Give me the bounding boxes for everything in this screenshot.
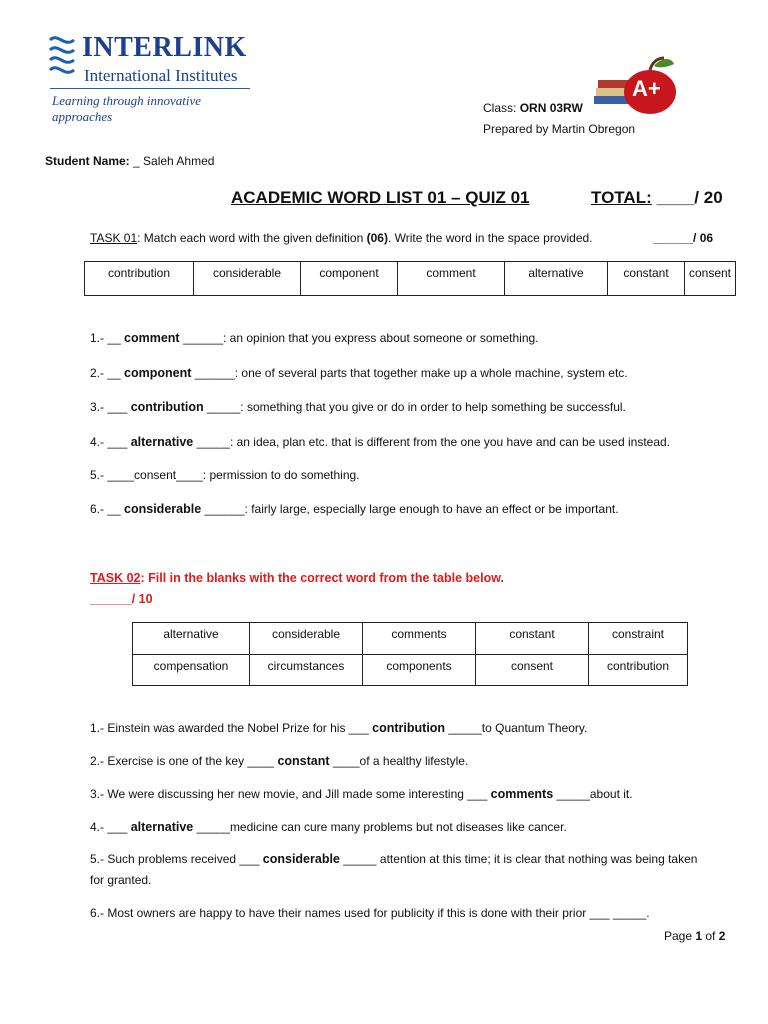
item-sentence: _____about it. xyxy=(553,787,633,801)
word-cell: compensation xyxy=(133,654,250,686)
word-cell: circumstances xyxy=(250,654,363,686)
word-cell: comments xyxy=(363,623,476,655)
task2-item-6 xyxy=(90,906,650,920)
table-row xyxy=(133,654,688,686)
item-definition: ____: permission to do something. xyxy=(176,468,360,482)
word-cell: alternative xyxy=(133,623,250,655)
task2-item-5-cont xyxy=(90,873,151,887)
answer-text: considerable xyxy=(124,502,202,516)
logo-divider xyxy=(50,88,250,89)
logo xyxy=(44,32,264,124)
word-cell: alternative xyxy=(505,262,608,296)
task1-instruction xyxy=(90,231,593,245)
student-value: _ Saleh Ahmed xyxy=(129,154,215,168)
task2-label: TASK 02 xyxy=(90,571,141,585)
logo-subtitle: International Institutes xyxy=(84,66,238,85)
word-cell: consent xyxy=(685,262,736,296)
tagline: Learning through innovative approaches xyxy=(52,93,202,124)
item-definition: _____: something that you give or do in order to help something be successful. xyxy=(203,400,626,414)
task2-item-2 xyxy=(90,754,468,768)
student-label: Student Name: xyxy=(45,154,130,168)
page-of: of xyxy=(702,929,719,943)
page-label: Page xyxy=(664,929,696,943)
task2-item-3 xyxy=(90,787,633,801)
answer-text: constant xyxy=(277,754,330,768)
item-sentence: ____of a healthy lifestyle. xyxy=(329,754,469,768)
task1-item-1 xyxy=(90,331,539,345)
task1-word-table xyxy=(84,261,736,296)
task1-item-6 xyxy=(90,502,619,516)
item-prefix: 1.- __ xyxy=(90,331,125,345)
word-cell: constraint xyxy=(589,623,688,655)
task2-item-5 xyxy=(90,852,697,866)
table-row xyxy=(85,262,736,296)
item-sentence: _____to Quantum Theory. xyxy=(445,721,588,735)
item-definition: ______: fairly large, especially large enough to have an effect or be important. xyxy=(201,502,619,516)
student-name xyxy=(45,154,214,168)
item-prefix: 6.- __ xyxy=(90,502,125,516)
item-prefix: 3.- ___ xyxy=(90,400,131,414)
apple-grade-image xyxy=(592,50,688,118)
word-cell: comment xyxy=(398,262,505,296)
quiz-title: ACADEMIC WORD LIST 01 – QUIZ 01 xyxy=(231,188,530,207)
item-definition: _____: an idea, plan etc. that is different from the one you have and can be used instead. xyxy=(193,435,671,449)
total-score xyxy=(591,188,723,208)
item-definition: ______: one of several parts that together make up a whole machine, system etc. xyxy=(191,366,628,380)
item-prefix: 5.- Such problems received ___ xyxy=(90,852,263,866)
item-sentence: 6.- Most owners are happy to have their names used for publicity if this is done with their prior ___ _____. xyxy=(90,906,650,920)
item-prefix: 4.- ___ xyxy=(90,435,131,449)
answer-text: alternative xyxy=(130,820,194,834)
item-prefix: 5.- ____ xyxy=(90,468,135,482)
task1-score: ______/ 06 xyxy=(653,231,714,245)
task1-item-4 xyxy=(90,435,670,449)
word-cell: considerable xyxy=(250,623,363,655)
grade-badge: A+ xyxy=(632,76,661,101)
item-definition: ______: an opinion that you express about someone or something. xyxy=(179,331,539,345)
task1-count: (06) xyxy=(366,231,388,245)
word-cell: component xyxy=(301,262,398,296)
page-current: 1 xyxy=(695,929,703,943)
total-value: ____/ 20 xyxy=(651,188,723,207)
task2-word-table xyxy=(132,622,688,686)
task2-instruction xyxy=(90,571,504,585)
word-cell: contribution xyxy=(85,262,194,296)
item-prefix: 1.- Einstein was awarded the Nobel Prize for his ___ xyxy=(90,721,373,735)
page-total: 2 xyxy=(718,929,726,943)
table-row xyxy=(133,623,688,655)
word-cell: considerable xyxy=(194,262,301,296)
task1-item-3 xyxy=(90,400,626,414)
answer-text: consent xyxy=(134,468,177,482)
prepared-by: Prepared by Martin Obregon xyxy=(483,122,636,136)
interlink-logo-icon xyxy=(44,32,80,82)
total-label: TOTAL: xyxy=(591,188,652,207)
page-number xyxy=(664,929,725,943)
item-sentence: for granted. xyxy=(90,873,152,887)
task2-text: : Fill in the blanks with the correct word from the table below. xyxy=(140,571,504,585)
word-cell: consent xyxy=(476,654,589,686)
task1-item-2 xyxy=(90,366,628,380)
task1-label: TASK 01 xyxy=(90,231,138,245)
item-sentence: _____medicine can cure many problems but not diseases like cancer. xyxy=(193,820,567,834)
task2-item-4 xyxy=(90,820,567,834)
logo-name: INTERLINK xyxy=(82,32,247,63)
task1-item-5 xyxy=(90,468,360,482)
answer-text: considerable xyxy=(262,852,340,866)
word-cell: constant xyxy=(476,623,589,655)
answer-text: component xyxy=(124,366,192,380)
answer-text: alternative xyxy=(130,435,194,449)
task1-text-end: . Write the word in the space provided. xyxy=(387,231,593,245)
answer-text: contribution xyxy=(130,400,204,414)
item-prefix: 3.- We were discussing her new movie, and Jill made some interesting ___ xyxy=(90,787,491,801)
word-cell: constant xyxy=(608,262,685,296)
item-prefix: 2.- Exercise is one of the key ____ xyxy=(90,754,278,768)
class-value: ORN 03RW xyxy=(519,101,583,115)
class-info xyxy=(483,101,583,115)
answer-text: comment xyxy=(124,331,180,345)
task1-text: : Match each word with the given definition xyxy=(137,231,367,245)
item-sentence: _____ attention at this time; it is clear that nothing was being taken xyxy=(339,852,698,866)
task2-score: ______/ 10 xyxy=(90,592,153,606)
item-prefix: 2.- __ xyxy=(90,366,125,380)
item-prefix: 4.- ___ xyxy=(90,820,131,834)
word-cell: components xyxy=(363,654,476,686)
class-label: Class: xyxy=(483,101,520,115)
task2-item-1 xyxy=(90,721,587,735)
answer-text: comments xyxy=(490,787,554,801)
word-cell: contribution xyxy=(589,654,688,686)
answer-text: contribution xyxy=(372,721,446,735)
